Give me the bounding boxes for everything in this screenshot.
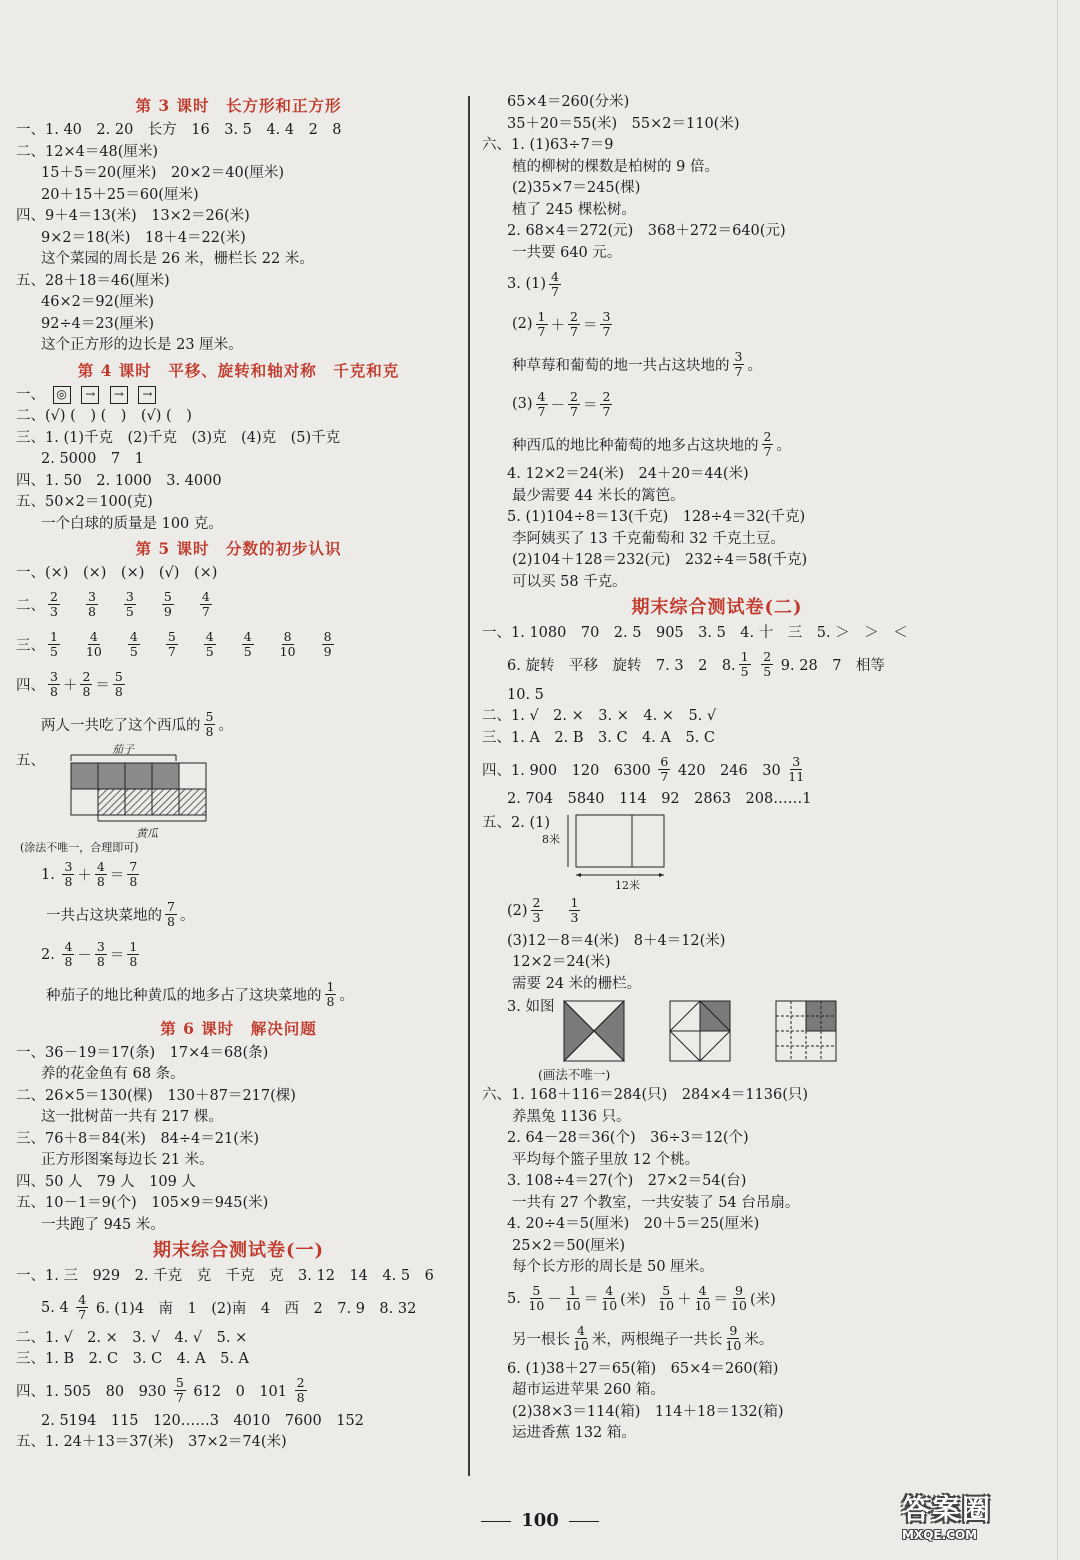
answer-line: 一、(×) (×) (×) (√) (×) [16, 565, 218, 581]
vegetable-diagram-block [16, 742, 461, 855]
fraction-equation: 2. 4 8 － 3 8 ＝ 1 8 [41, 939, 138, 969]
fraction: 3 7 [734, 348, 743, 379]
answer-line: 正方形图案每边长 21 米。 [41, 1152, 214, 1168]
answer-line: 二、(√) ( ) ( ) (√) ( ) [16, 408, 192, 424]
answer-line: 一共要 640 元。 [512, 244, 622, 261]
answer-line: 运进香蕉 132 箱。 [512, 1425, 636, 1441]
fraction-answer: (2) 2 3 1 3 [507, 895, 579, 925]
fraction: 4 7 [537, 388, 546, 419]
answer-line: 2. 5194 115 120……3 4010 7600 152 [41, 1412, 364, 1429]
vegetable-plot-diagram [66, 745, 266, 841]
rectangle-outline [576, 815, 664, 867]
fraction-row [16, 625, 461, 665]
answer-box-arrow: → [138, 386, 156, 404]
answer-line: 一、36－19＝17(条) 17×4＝68(条) [16, 1044, 269, 1061]
answer-line: 三、76＋8＝84(米) 84÷4＝21(米) [16, 1130, 260, 1147]
section-title-final-exam-1: 期末综合测试卷(一) [152, 1240, 325, 1261]
answer-line: 三、1. B 2. C 3. C 4. A 5. A [16, 1351, 250, 1367]
fraction: 4 7 [201, 589, 210, 619]
diagram-note: (画法不唯一) [538, 1067, 611, 1082]
answer-line: 25×2＝50(厘米) [512, 1237, 626, 1254]
fraction-answer: 3. (1) 4 7 [507, 268, 559, 299]
fraction-equation: (2) 1 7 ＋ 2 7 ＝ 3 7 [512, 308, 611, 339]
answer-line: 五、50×2＝100(克) [16, 494, 153, 510]
diagram-label-eggplant: 茄子 [112, 742, 134, 756]
answer-line: 2. 68×4＝272(元) 368＋272＝640(元) [507, 223, 786, 239]
fraction: 2 3 [532, 895, 541, 925]
fraction: 2 3 [50, 589, 58, 619]
fraction: 7 8 [167, 899, 175, 929]
right-column [482, 92, 952, 1445]
answer-line: 6. (1)38＋27＝65(箱) 65×4＝260(箱) [507, 1360, 779, 1377]
answer-line: 三、1. (1)千克 (2)千克 (3)克 (4)克 (5)千克 [16, 429, 341, 446]
answer-line: 四、1. 50 2. 1000 3. 4000 [16, 472, 222, 489]
fraction: 5 8 [114, 669, 123, 699]
fraction: 1 8 [129, 939, 138, 969]
answer-line: 一个白球的质量是 100 克。 [41, 515, 223, 532]
fraction: 2 7 [570, 308, 578, 339]
fraction: 4 10 [694, 1283, 711, 1313]
fraction-equation: 5. 5 10 － 1 10 ＝ 4 10 (米) 5 10 ＋ 4 10 ＝ 9 10 (米) [507, 1283, 776, 1313]
column-divider [468, 96, 470, 1476]
answer-line: 六、1. (1)63÷7＝9 [482, 137, 614, 153]
answer-line: 五、28＋18＝46(厘米) [16, 272, 170, 289]
section-title-lesson5: 第 5 课时 分数的初步认识 [135, 539, 342, 558]
watermark-url: MXQE.COM [902, 1528, 978, 1542]
answer-line: 10. 5 [507, 686, 544, 703]
fraction: 4 10 [85, 629, 102, 659]
shaded-squares-diagram [562, 999, 862, 1069]
answer-line: 4. 12×2＝24(米) 24＋20＝44(米) [507, 466, 749, 482]
item-prefix: 二、 [16, 598, 45, 614]
fraction: 1 3 [570, 895, 579, 925]
item-prefix: 一、 [16, 386, 45, 403]
answer-line: 二、12×4＝48(厘米) [16, 143, 159, 160]
answer-sentence: 种西瓜的地比种葡萄的地多占这块地的 2 7 。 [512, 428, 791, 459]
answer-sentence: 另一根长 4 10 米，两根绳子一共长 9 10 米。 [512, 1323, 774, 1353]
fraction: 3 8 [96, 939, 105, 969]
answer-line: 20＋15＋25＝60(厘米) [41, 186, 199, 203]
answer-line: 三、1. A 2. B 3. C 4. A 5. C [482, 729, 716, 746]
answer-sentence: 两人一共吃了这个西瓜的 5 8 。 [41, 709, 233, 739]
answer-line: 最少需要 44 米长的篱笆。 [512, 487, 685, 504]
answer-line: 六、1. 168＋116＝284(只) 284×4＝1136(只) [482, 1087, 809, 1103]
answer-sentence: 种茄子的地比种黄瓜的地多占了这块菜地的 1 8 。 [46, 979, 354, 1009]
diagram-note: (涂法不唯一，合理即可) [20, 840, 139, 854]
answer-line: 这个菜园的周长是 26 米，栅栏长 22 米。 [41, 251, 314, 267]
section-title-lesson6: 第 6 课时 解决问题 [160, 1018, 317, 1038]
page-number-text: 100 [521, 1510, 559, 1531]
fraction: 5 7 [167, 629, 176, 659]
section-title-lesson4: 第 4 课时 平移、旋转和轴对称 千克和克 [77, 360, 400, 380]
fraction: 2 8 [82, 669, 91, 699]
answer-line: 65×4＝260(分米) [507, 94, 630, 110]
fraction: 8 9 [323, 629, 332, 659]
fraction: 4 8 [96, 859, 105, 889]
answer-box-arrow: → [110, 386, 128, 404]
item-prefix: 四、 [16, 678, 45, 694]
fraction: 5 9 [163, 589, 172, 619]
fraction: 3 11 [788, 753, 805, 784]
section-title-lesson3: 第 3 课时 长方形和正方形 [135, 96, 342, 115]
fraction: 9 10 [731, 1283, 747, 1313]
fraction: 4 7 [78, 1292, 87, 1322]
fraction: 2 8 [296, 1375, 305, 1405]
rectangle-diagram-block [482, 811, 952, 891]
fraction: 7 8 [129, 859, 138, 889]
answer-line: 92÷4＝23(厘米) [41, 315, 155, 332]
rect-width-label: 12米 [615, 878, 640, 892]
item-prefix: 三、 [16, 638, 45, 654]
answer-line: 二、1. √ 2. × 3. × 4. × 5. √ [482, 708, 717, 724]
fraction: 5 10 [528, 1283, 545, 1313]
answer-line: 养的花金鱼有 68 条。 [41, 1066, 185, 1082]
item-prefix: 2. [41, 946, 55, 963]
lesson3-answers [16, 120, 461, 357]
answer-line-with-fraction: 四、1. 505 80 930 5 7 612 0 101 2 8 [16, 1375, 305, 1405]
answer-line: 五、1. 24＋13＝37(米) 37×2＝74(米) [16, 1434, 287, 1450]
answer-line: 植的柳树的棵数是柏树的 9 倍。 [512, 158, 719, 175]
answer-line: 二、1. √ 2. × 3. √ 4. √ 5. × [16, 1329, 248, 1346]
sentence-text: 两人一共吃了这个西瓜的 [41, 718, 201, 734]
fraction: 8 10 [279, 629, 296, 659]
answer-line: 2. 704 5840 114 92 2863 208……1 [507, 791, 812, 807]
answer-line: 3. 108÷4＝27(个) 27×2＝54(台) [507, 1173, 747, 1189]
answer-line: 一、1. 三 929 2. 千克 克 千克 克 3. 12 14 4. 5 6 [16, 1268, 434, 1284]
answer-line: 9×2＝18(米) 18＋4＝22(米) [41, 229, 246, 246]
fraction: 3 8 [87, 589, 96, 619]
answer-line: 四、9＋4＝13(米) 13×2＝26(米) [16, 208, 250, 224]
answer-line: (3)12－8＝4(米) 8＋4＝12(米) [507, 932, 726, 949]
fraction: 3 7 [602, 308, 611, 339]
answer-line: 2. 64－28＝36(个) 36÷3＝12(个) [507, 1130, 749, 1146]
answer-line: 植了 245 棵松树。 [512, 201, 636, 218]
answer-line: (2)35×7＝245(棵) [512, 180, 641, 196]
fraction: 2 7 [570, 388, 578, 419]
fraction: 5 10 [658, 1283, 675, 1313]
item-prefix: 五、2. (1) [482, 814, 550, 831]
sentence-text: 一共占这块菜地的 [46, 908, 162, 924]
answer-box-arrow: → [81, 386, 99, 404]
item-prefix: 3. 如图 [507, 999, 555, 1015]
answer-line: 一共跑了 945 米。 [41, 1216, 165, 1233]
fraction: 2 7 [763, 428, 772, 459]
fraction: 3 8 [64, 859, 73, 889]
item-prefix: 1. [41, 866, 55, 883]
sentence-text: 种茄子的地比种黄瓜的地多占了这块菜地的 [46, 988, 322, 1004]
answer-line: 平均每个篮子里放 12 个桃。 [512, 1151, 700, 1168]
answer-line: 35＋20＝55(米) 55×2＝110(米) [507, 115, 740, 132]
answer-line-with-fraction: 5. 4 4 7 6. (1)4 南 1 (2)南 4 西 2 7. 9 8. 32 [41, 1292, 417, 1322]
answer-line: 一、1. 40 2. 20 长方 16 3. 5 4. 4 2 8 [16, 122, 342, 138]
fraction: 4 8 [64, 939, 73, 969]
fraction: 4 5 [243, 629, 252, 659]
fraction-equation: (3) 4 7 － 2 7 ＝ 2 7 [512, 388, 611, 419]
section-title-final-exam-2: 期末综合测试卷(二) [631, 597, 803, 618]
answer-line: 四、50 人 79 人 109 人 [16, 1173, 196, 1190]
answer-line-with-fraction: 四、1. 900 120 6300 6 7 420 246 30 3 11 [482, 753, 805, 784]
rect-height-label: 8米 [542, 832, 560, 846]
fraction: 4 7 [550, 268, 559, 299]
answer-line: 一共有 27 个教室，一共安装了 54 台吊扇。 [512, 1194, 800, 1211]
left-column [16, 92, 461, 1454]
answer-line: (2)104＋128＝232(元) 232÷4＝58(千克) [512, 552, 808, 568]
fraction: 4 10 [601, 1283, 618, 1313]
answer-line: 五、10－1＝9(个) 105×9＝945(米) [16, 1195, 269, 1211]
answer-line: 二、26×5＝130(棵) 130＋87＝217(棵) [16, 1087, 296, 1104]
answer-line: 需要 24 米的栅栏。 [512, 975, 642, 992]
watermark [902, 1488, 1052, 1544]
answer-line: 46×2＝92(厘米) [41, 294, 155, 310]
fraction: 4 5 [205, 629, 214, 659]
answer-line: 4. 20÷4＝5(厘米) 20＋5＝25(厘米) [507, 1216, 760, 1232]
fraction: 3 5 [125, 589, 134, 619]
fraction: 5 7 [175, 1375, 184, 1405]
fraction: 4 10 [573, 1323, 589, 1353]
shading-diagrams-block [482, 995, 952, 1085]
fraction: 2 5 [763, 649, 772, 679]
fraction: 9 10 [725, 1323, 742, 1353]
fraction-row [16, 585, 461, 625]
fraction: 4 5 [129, 629, 138, 659]
answer-line: 一、1. 1080 70 2. 5 905 3. 5 4. 十 三 5. ＞ ＞ ＜ [482, 625, 908, 641]
fraction: 6 7 [660, 753, 669, 784]
fraction: 1 10 [564, 1283, 581, 1313]
answer-line: 这个正方形的边长是 23 厘米。 [41, 337, 243, 353]
fraction: 5 8 [205, 709, 214, 739]
fraction: 3 8 [50, 669, 58, 699]
answer-line: (2)38×3＝114(箱) 114＋18＝132(箱) [512, 1403, 784, 1420]
answer-line: 每个长方形的周长是 50 厘米。 [512, 1259, 714, 1275]
answer-box-circle: ◎ [53, 386, 71, 404]
page-edge [1057, 0, 1058, 1560]
watermark-logo: 答案圈 [902, 1493, 993, 1526]
fraction-equation: 四、 3 8 ＋ 2 8 ＝ 5 8 [16, 669, 123, 699]
answer-line: 5. (1)104÷8＝13(千克) 128÷4＝32(千克) [507, 509, 806, 525]
answer-line: 2. 5000 7 1 [41, 451, 144, 467]
fraction: 1 8 [326, 979, 335, 1009]
answer-line: 超市运进苹果 260 箱。 [512, 1382, 665, 1398]
item-prefix: 五、 [16, 752, 45, 769]
answer-line: 12×2＝24(米) [512, 954, 611, 970]
answer-line: 可以买 58 千克。 [512, 573, 627, 590]
fraction: 1 5 [740, 649, 749, 679]
fraction: 1 7 [537, 308, 546, 339]
answer-line-with-fraction: 6. 旋转 平移 旋转 7. 3 2 8. 1 5 2 5 9. 28 7 相等 [507, 649, 885, 679]
fraction-equation: 1. 3 8 ＋ 4 8 ＝ 7 8 [41, 859, 138, 889]
answer-line: 15＋5＝20(厘米) 20×2＝40(厘米) [41, 165, 285, 181]
answer-line-boxes [16, 385, 461, 407]
fraction: 2 7 [602, 388, 611, 419]
answer-line: 这一批树苗一共有 217 棵。 [41, 1109, 223, 1125]
answer-sentence: 一共占这块菜地的 7 8 。 [46, 899, 195, 929]
answer-line: 李阿姨买了 13 千克葡萄和 32 千克土豆。 [512, 530, 785, 547]
diagram-label-cucumber: 黄瓜 [136, 826, 158, 840]
answer-sentence: 种草莓和葡萄的地一共占这块地的 3 7 。 [512, 348, 762, 379]
fraction: 1 5 [50, 629, 58, 659]
answer-line: 养黑兔 1136 只。 [512, 1108, 631, 1125]
